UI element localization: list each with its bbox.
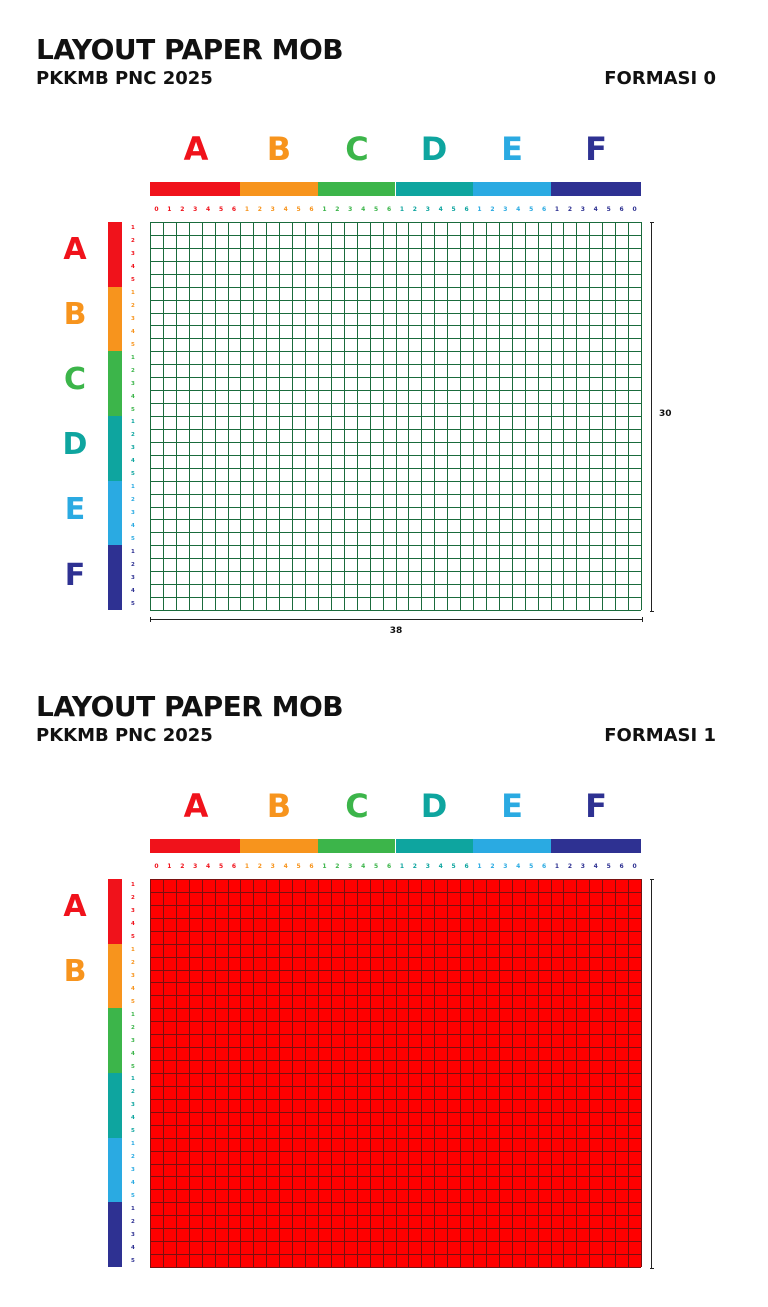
seat-grid xyxy=(150,222,641,610)
column-number: 2 xyxy=(335,863,340,870)
row-number: 3 xyxy=(131,316,135,322)
grid-svg xyxy=(150,879,642,1268)
row-letter-e: E xyxy=(64,492,86,527)
column-number: 5 xyxy=(296,206,301,213)
row-bar-b xyxy=(108,944,122,1009)
column-number: 1 xyxy=(322,863,327,870)
column-number: 5 xyxy=(451,863,456,870)
row-number: 2 xyxy=(131,238,135,245)
column-bar-c xyxy=(318,182,396,196)
row-number: 3 xyxy=(131,1037,135,1044)
column-number: 1 xyxy=(477,206,482,213)
column-letter-b: B xyxy=(266,130,292,168)
column-bar-a xyxy=(150,839,240,853)
column-number: 3 xyxy=(425,206,430,213)
column-number: 6 xyxy=(464,863,469,870)
row-number: 2 xyxy=(131,432,135,439)
column-number: 4 xyxy=(516,206,521,213)
row-letter-c: C xyxy=(63,362,87,397)
column-number: 3 xyxy=(348,206,353,213)
column-letter-d: D xyxy=(420,787,448,825)
row-number: 5 xyxy=(131,600,135,607)
column-number: 2 xyxy=(180,206,185,213)
row-bar-b xyxy=(108,287,122,352)
column-number: 3 xyxy=(270,863,275,870)
column-number: 4 xyxy=(516,863,521,870)
row-number: 2 xyxy=(131,497,135,504)
column-bar-f xyxy=(551,839,641,853)
row-bar-a xyxy=(108,222,122,287)
column-letter-e: E xyxy=(501,130,523,168)
column-number: 2 xyxy=(412,863,417,870)
width-dimension-label: 38 xyxy=(389,626,403,636)
column-number: 4 xyxy=(283,863,288,870)
width-dimension-line xyxy=(150,617,643,622)
row-number: 1 xyxy=(131,1011,135,1018)
column-number: 6 xyxy=(231,863,237,870)
column-number: 4 xyxy=(361,863,366,870)
column-number: 5 xyxy=(374,863,379,870)
layout-section-formasi-1 xyxy=(0,657,768,1307)
row-number: 2 xyxy=(131,561,135,568)
column-number: 2 xyxy=(567,863,573,870)
row-number: 1 xyxy=(131,947,135,954)
row-number: 2 xyxy=(131,1024,135,1031)
column-letter-e: E xyxy=(501,787,523,825)
column-number: 5 xyxy=(218,206,224,213)
column-number: 4 xyxy=(593,863,598,870)
row-bar-e xyxy=(108,1138,122,1203)
column-number: 5 xyxy=(529,206,534,213)
row-letter-b: B xyxy=(63,297,87,332)
column-number: 1 xyxy=(167,863,172,870)
column-bar-e xyxy=(473,182,551,196)
column-number: 6 xyxy=(386,863,392,870)
row-number: 5 xyxy=(131,535,135,542)
column-number: 6 xyxy=(619,206,624,213)
column-letter-c: C xyxy=(345,130,369,168)
column-number: 3 xyxy=(270,206,275,213)
column-number: 4 xyxy=(593,206,598,213)
row-number: 1 xyxy=(131,354,135,361)
column-number: 6 xyxy=(309,863,314,870)
row-number: 2 xyxy=(131,1218,135,1225)
column-bar-f xyxy=(551,182,641,196)
row-number: 1 xyxy=(131,484,135,491)
column-letter-a: A xyxy=(183,130,209,168)
column-number: 4 xyxy=(438,206,443,213)
page-title: LAYOUT PAPER MOB xyxy=(36,33,344,66)
row-number: 4 xyxy=(131,985,135,992)
column-number: 1 xyxy=(477,863,482,870)
row-number: 5 xyxy=(131,277,135,284)
column-number: 5 xyxy=(296,863,301,870)
column-number: 2 xyxy=(180,863,185,870)
row-number: 4 xyxy=(131,522,135,529)
page-title: LAYOUT PAPER MOB xyxy=(36,690,344,723)
column-number: 5 xyxy=(606,863,611,870)
column-number: 1 xyxy=(167,206,172,213)
column-number: 5 xyxy=(374,206,379,213)
row-number: 3 xyxy=(131,908,135,915)
layout-section-formasi-0 xyxy=(0,0,768,650)
column-number: 0 xyxy=(154,863,159,870)
row-letter-b: B xyxy=(63,954,87,989)
column-number: 3 xyxy=(580,863,585,870)
row-number: 1 xyxy=(131,548,135,555)
row-number: 1 xyxy=(131,1141,135,1148)
row-number: 3 xyxy=(131,251,135,258)
column-number: 5 xyxy=(218,863,224,870)
column-number: 6 xyxy=(619,863,624,870)
row-number: 5 xyxy=(131,406,135,413)
page-subtitle: PKKMB PNC 2025 xyxy=(36,68,213,89)
column-number: 6 xyxy=(541,206,547,213)
column-number: 6 xyxy=(541,863,547,870)
column-number: 3 xyxy=(580,206,585,213)
column-number: 4 xyxy=(206,863,211,870)
column-number: 4 xyxy=(438,863,443,870)
column-number: 1 xyxy=(322,206,327,213)
row-number: 4 xyxy=(131,1115,135,1122)
column-number: 6 xyxy=(464,206,469,213)
row-number: 3 xyxy=(131,510,135,516)
row-number: 2 xyxy=(131,895,135,902)
column-number: 0 xyxy=(632,863,637,870)
column-number: 1 xyxy=(399,863,405,870)
page-subtitle: PKKMB PNC 2025 xyxy=(36,725,213,746)
column-letter-d: D xyxy=(420,130,448,168)
column-number: 3 xyxy=(425,863,430,870)
height-dimension-label: 30 xyxy=(659,409,672,419)
row-number: 3 xyxy=(131,1231,135,1238)
row-number: 2 xyxy=(131,303,135,310)
row-number: 1 xyxy=(131,419,135,426)
row-number: 5 xyxy=(131,1192,135,1199)
column-number: 2 xyxy=(257,863,262,870)
row-letter-f: F xyxy=(64,558,86,593)
row-number: 5 xyxy=(131,934,135,941)
row-number: 2 xyxy=(131,367,135,374)
grid-svg xyxy=(150,222,642,611)
row-number: 4 xyxy=(131,458,135,465)
column-number: 1 xyxy=(399,206,405,213)
row-number: 4 xyxy=(131,1179,135,1186)
seat-grid xyxy=(150,879,641,1267)
column-number: 4 xyxy=(361,206,366,213)
column-bar-e xyxy=(473,839,551,853)
column-number: 0 xyxy=(154,206,159,213)
row-bar-c xyxy=(108,1008,122,1073)
column-number: 3 xyxy=(193,206,198,213)
row-number: 3 xyxy=(131,380,135,387)
column-number: 1 xyxy=(244,206,249,213)
row-number: 3 xyxy=(131,1167,135,1173)
row-number: 5 xyxy=(131,1257,135,1264)
row-number: 1 xyxy=(131,1076,135,1083)
formasi-label: FORMASI 0 xyxy=(604,68,716,89)
column-bar-b xyxy=(240,839,318,853)
row-number: 3 xyxy=(131,445,135,452)
column-number: 6 xyxy=(231,206,237,213)
height-dimension-line xyxy=(650,879,654,1269)
row-bar-d xyxy=(108,1073,122,1138)
column-number: 5 xyxy=(451,206,456,213)
row-number: 4 xyxy=(131,587,135,594)
column-number: 2 xyxy=(490,863,495,870)
column-bar-b xyxy=(240,182,318,196)
row-bar-f xyxy=(108,1202,122,1267)
row-number: 4 xyxy=(131,1050,135,1057)
row-letter-a: A xyxy=(63,889,87,924)
column-number: 2 xyxy=(257,206,262,213)
column-number: 5 xyxy=(529,863,534,870)
column-letter-f: F xyxy=(585,130,607,168)
row-number: 5 xyxy=(131,1063,135,1070)
column-number: 3 xyxy=(193,863,198,870)
column-number: 2 xyxy=(567,206,573,213)
column-letter-f: F xyxy=(585,787,607,825)
column-number: 5 xyxy=(606,206,611,213)
row-number: 3 xyxy=(131,973,135,979)
row-letter-a: A xyxy=(63,232,87,267)
column-number: 0 xyxy=(632,206,637,213)
column-bar-a xyxy=(150,182,240,196)
row-number: 4 xyxy=(131,328,135,335)
column-number: 6 xyxy=(309,206,314,213)
row-bar-c xyxy=(108,351,122,416)
column-number: 2 xyxy=(490,206,495,213)
row-number: 2 xyxy=(131,960,135,967)
column-letter-a: A xyxy=(183,787,209,825)
formasi-label: FORMASI 1 xyxy=(604,725,716,746)
row-number: 1 xyxy=(131,225,135,232)
row-bar-f xyxy=(108,545,122,610)
row-number: 1 xyxy=(131,290,135,297)
row-number: 2 xyxy=(131,1154,135,1161)
column-bar-d xyxy=(396,839,474,853)
column-number: 3 xyxy=(348,863,353,870)
row-number: 2 xyxy=(131,1089,135,1096)
height-dimension-line xyxy=(650,222,654,612)
row-number: 4 xyxy=(131,921,135,928)
row-number: 3 xyxy=(131,574,135,581)
row-number: 5 xyxy=(131,998,135,1005)
row-bar-e xyxy=(108,481,122,546)
column-number: 4 xyxy=(206,206,211,213)
column-number: 1 xyxy=(554,863,560,870)
row-number: 1 xyxy=(131,882,135,889)
column-number: 1 xyxy=(554,206,560,213)
row-number: 3 xyxy=(131,1102,135,1109)
row-number: 4 xyxy=(131,264,135,271)
column-number: 3 xyxy=(503,206,508,213)
row-bar-d xyxy=(108,416,122,481)
column-letter-c: C xyxy=(345,787,369,825)
row-number: 5 xyxy=(131,471,135,478)
row-number: 5 xyxy=(131,341,135,348)
row-number: 5 xyxy=(131,1128,135,1135)
row-bar-a xyxy=(108,879,122,944)
column-number: 3 xyxy=(503,863,508,870)
column-number: 2 xyxy=(335,206,340,213)
row-number: 4 xyxy=(131,1244,135,1251)
column-number: 6 xyxy=(386,206,392,213)
row-letter-d: D xyxy=(62,427,88,462)
column-bar-c xyxy=(318,839,396,853)
column-bar-d xyxy=(396,182,474,196)
column-number: 2 xyxy=(412,206,417,213)
row-number: 1 xyxy=(131,1205,135,1212)
column-number: 4 xyxy=(283,206,288,213)
column-letter-b: B xyxy=(266,787,292,825)
column-number: 1 xyxy=(244,863,249,870)
row-number: 4 xyxy=(131,393,135,400)
